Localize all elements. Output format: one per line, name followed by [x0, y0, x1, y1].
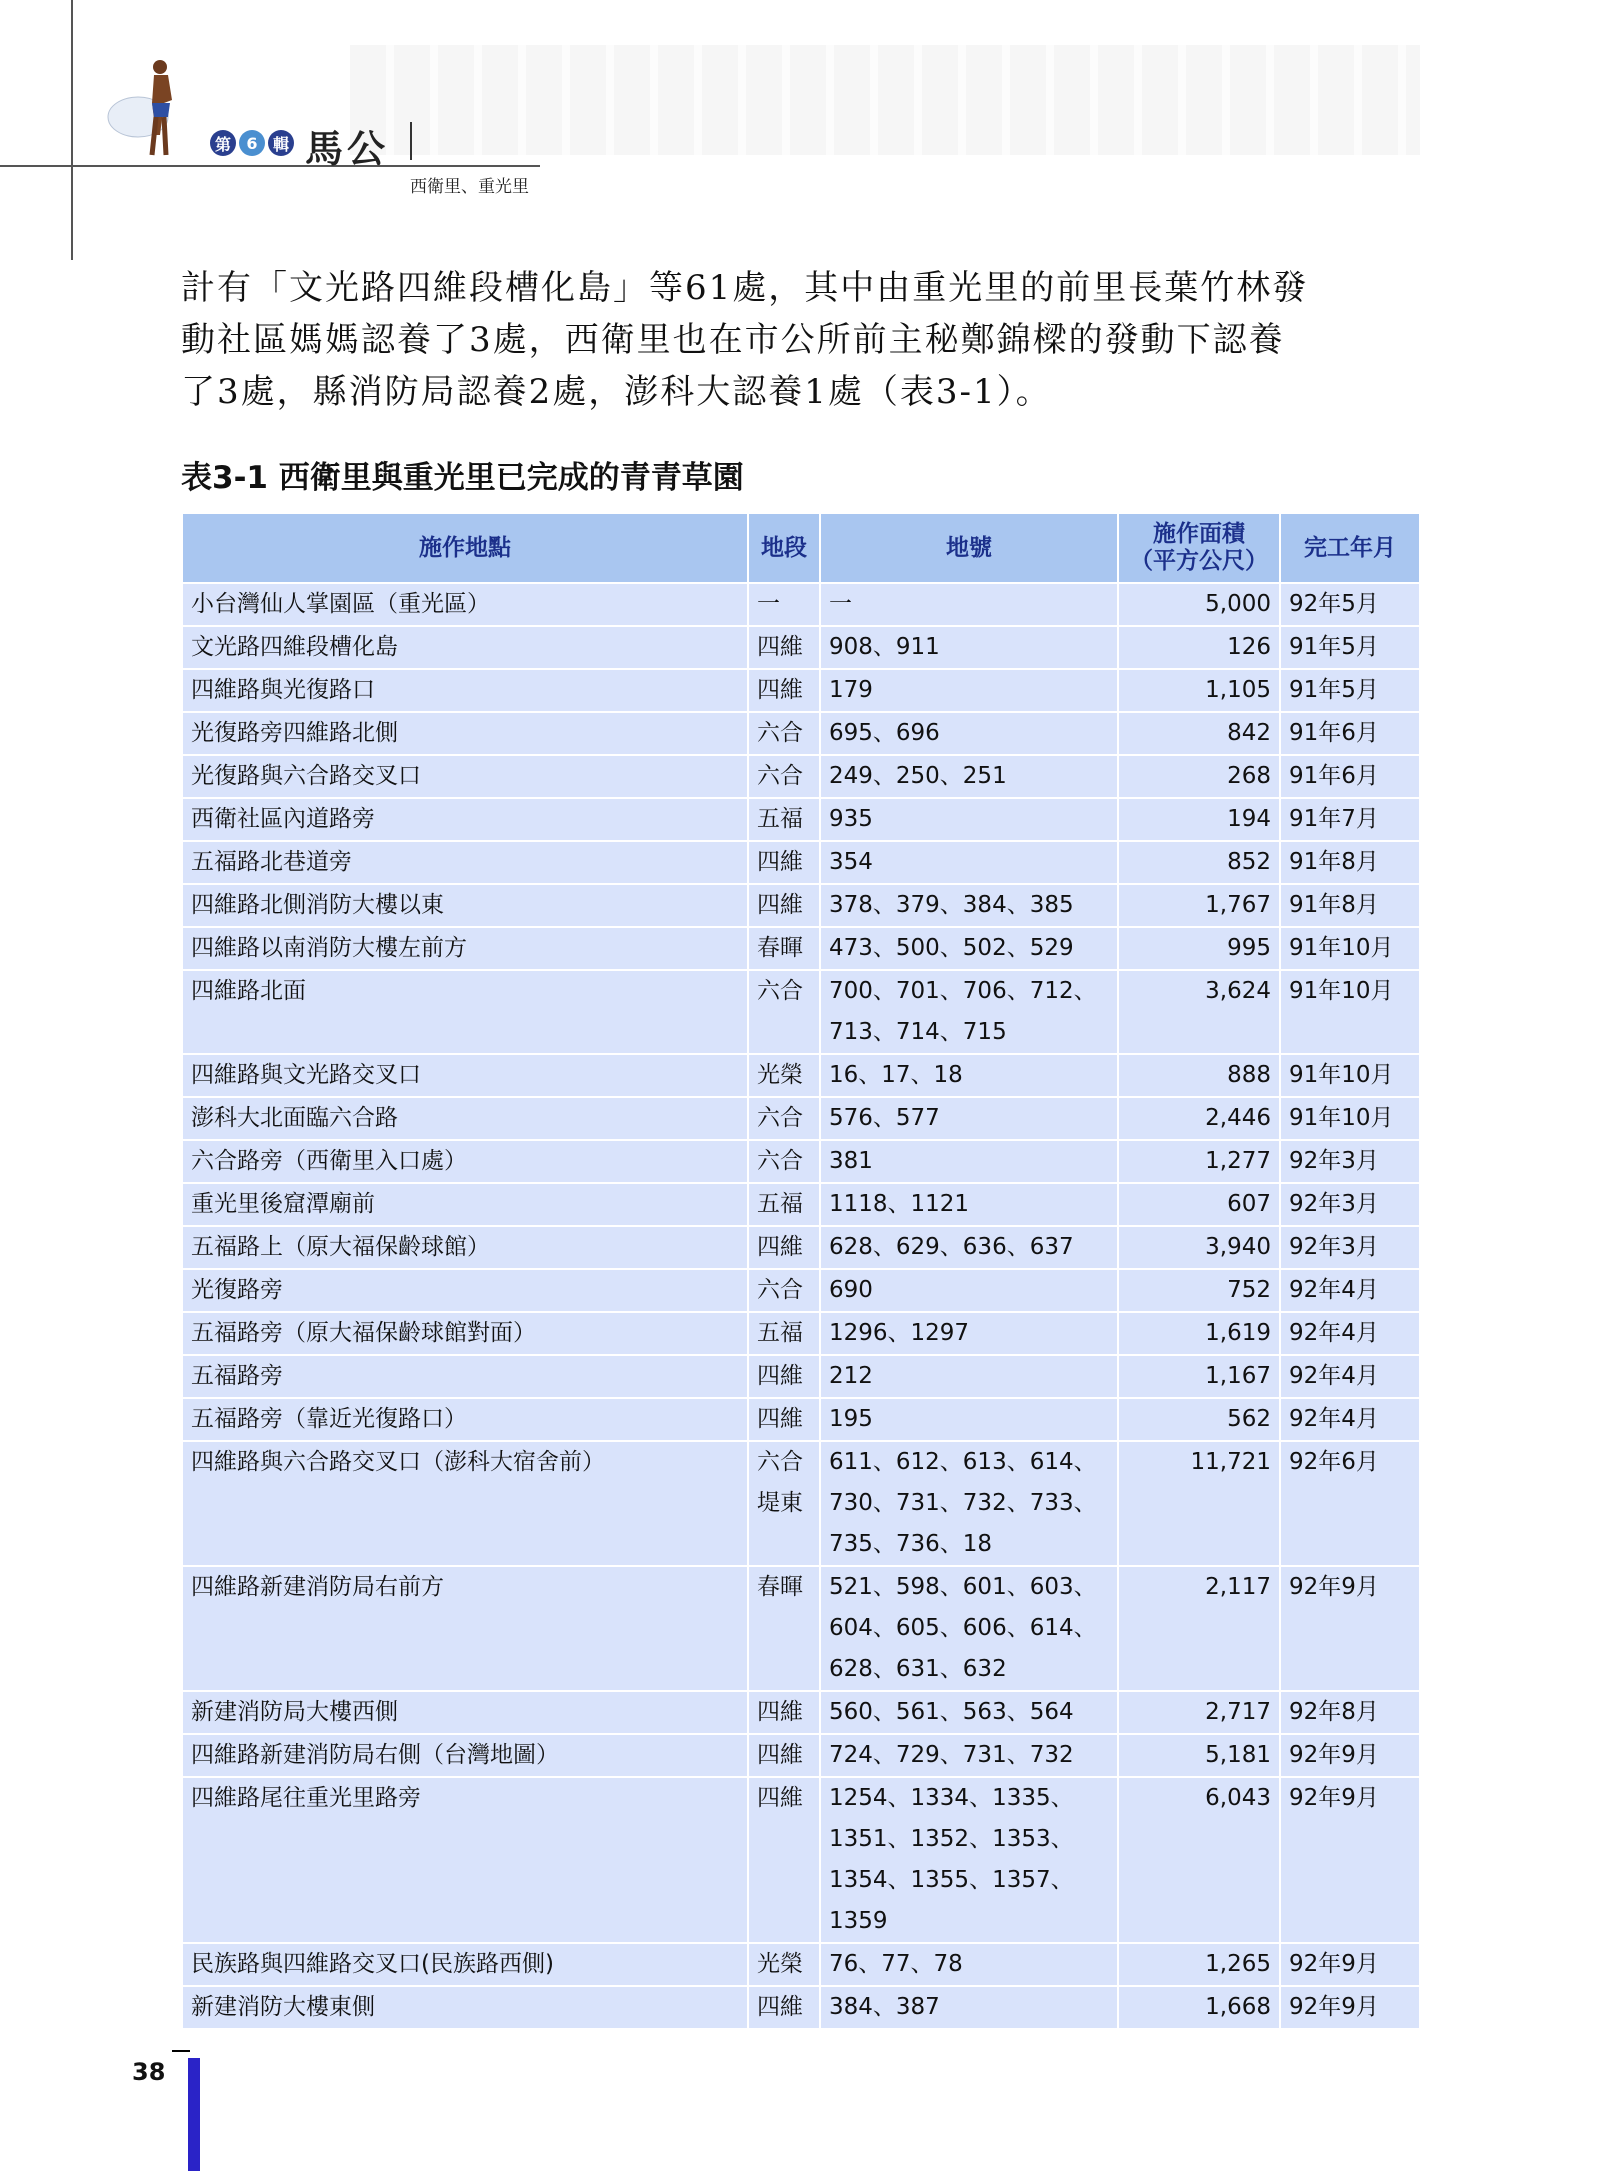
cell-area: 11,721 [1118, 1441, 1280, 1566]
cell-area: 2,717 [1118, 1691, 1280, 1734]
cell-date: 91年10月 [1280, 927, 1420, 970]
cell-area: 852 [1118, 841, 1280, 884]
cell-site: 四維路與六合路交叉口（澎科大宿舍前） [182, 1441, 748, 1566]
table-row [182, 1183, 1420, 1226]
table-row [182, 884, 1420, 927]
cell-lots: 560、561、563、564 [820, 1691, 1118, 1734]
cell-site: 新建消防局大樓西側 [182, 1691, 748, 1734]
cell-site: 光復路旁四維路北側 [182, 712, 748, 755]
cell-area: 6,043 [1118, 1777, 1280, 1943]
cell-lots: 908、911 [820, 626, 1118, 669]
fisherman-illustration [100, 55, 190, 165]
cell-lots: 695、696 [820, 712, 1118, 755]
cell-area: 1,105 [1118, 669, 1280, 712]
cell-site: 澎科大北面臨六合路 [182, 1097, 748, 1140]
cell-area: 1,619 [1118, 1312, 1280, 1355]
cell-date: 92年4月 [1280, 1355, 1420, 1398]
table-row [182, 1097, 1420, 1140]
cell-date: 92年9月 [1280, 1566, 1420, 1691]
cell-area: 268 [1118, 755, 1280, 798]
table-row [182, 970, 1420, 1054]
cell-lots: 384、387 [820, 1986, 1118, 2029]
cell-site: 四維路以南消防大樓左前方 [182, 927, 748, 970]
cell-area: 194 [1118, 798, 1280, 841]
table-header-row [182, 513, 1420, 583]
cell-lots: 195 [820, 1398, 1118, 1441]
cell-date: 92年4月 [1280, 1269, 1420, 1312]
cell-date: 92年9月 [1280, 1734, 1420, 1777]
page-number: 38 [132, 2058, 166, 2086]
cell-section: 六合 堤東 [748, 1441, 820, 1566]
cell-site: 四維路新建消防局右前方 [182, 1566, 748, 1691]
cell-section: 光榮 [748, 1054, 820, 1097]
header-date: 完工年月 [1280, 513, 1420, 583]
header-area: 施作面積 （平方公尺） [1118, 513, 1280, 583]
cell-section: 四維 [748, 1777, 820, 1943]
cell-section: 光榮 [748, 1943, 820, 1986]
cell-area: 562 [1118, 1398, 1280, 1441]
cell-site: 五福路北巷道旁 [182, 841, 748, 884]
table-row [182, 669, 1420, 712]
cell-area: 752 [1118, 1269, 1280, 1312]
cell-date: 91年5月 [1280, 669, 1420, 712]
cell-lots: 1118、1121 [820, 1183, 1118, 1226]
cell-section: 四維 [748, 841, 820, 884]
cell-date: 92年6月 [1280, 1441, 1420, 1566]
table-title: 表3-1 西衛里與重光里已完成的青青草園 [181, 460, 744, 496]
cell-site: 重光里後窟潭廟前 [182, 1183, 748, 1226]
cell-lots: 700、701、706、712、 713、714、715 [820, 970, 1118, 1054]
cell-area: 607 [1118, 1183, 1280, 1226]
cell-date: 92年9月 [1280, 1777, 1420, 1943]
cell-site: 五福路上（原大福保齡球館） [182, 1226, 748, 1269]
cell-date: 91年5月 [1280, 626, 1420, 669]
cell-section: 四維 [748, 626, 820, 669]
cell-site: 文光路四維段槽化島 [182, 626, 748, 669]
header-site: 施作地點 [182, 513, 748, 583]
cell-lots: 935 [820, 798, 1118, 841]
cell-lots: 724、729、731、732 [820, 1734, 1118, 1777]
cell-date: 92年9月 [1280, 1986, 1420, 2029]
margin-vertical-rule [71, 0, 73, 260]
chapter-badge [210, 130, 294, 156]
cell-area: 3,624 [1118, 970, 1280, 1054]
cell-lots: 628、629、636、637 [820, 1226, 1118, 1269]
table-row [182, 1441, 1420, 1566]
cell-lots: 473、500、502、529 [820, 927, 1118, 970]
cell-area: 2,446 [1118, 1097, 1280, 1140]
table-row [182, 1226, 1420, 1269]
cell-section: 六合 [748, 970, 820, 1054]
cell-lots: 378、379、384、385 [820, 884, 1118, 927]
cell-date: 91年6月 [1280, 712, 1420, 755]
table-row [182, 1777, 1420, 1943]
chapter-divider [410, 122, 412, 160]
cell-site: 西衛社區內道路旁 [182, 798, 748, 841]
cell-site: 光復路與六合路交叉口 [182, 755, 748, 798]
cell-section: 五福 [748, 1312, 820, 1355]
cell-section: 六合 [748, 1097, 820, 1140]
table-row [182, 1269, 1420, 1312]
cell-lots: 一 [820, 583, 1118, 626]
table-row [182, 1691, 1420, 1734]
paragraph-line: 動社區媽媽認養了3處，西衛里也在市公所前主秘鄭錦樑的發動下認養 [181, 320, 1285, 360]
cell-lots: 1254、1334、1335、 1351、1352、1353、 1354、1355、1357、 1359 [820, 1777, 1118, 1943]
cell-section: 六合 [748, 1140, 820, 1183]
cell-site: 民族路與四維路交叉口(民族路西側) [182, 1943, 748, 1986]
cell-area: 995 [1118, 927, 1280, 970]
cell-date: 92年3月 [1280, 1183, 1420, 1226]
paragraph-line: 了3處，縣消防局認養2處，澎科大認養1處（表3-1）。 [181, 372, 1052, 412]
cell-area: 3,940 [1118, 1226, 1280, 1269]
body-paragraph [181, 262, 1421, 418]
table-row [182, 841, 1420, 884]
table-row [182, 1943, 1420, 1986]
chapter-subtitle: 西衛里、重光里 [410, 177, 529, 197]
cell-date: 91年10月 [1280, 1097, 1420, 1140]
cell-lots: 521、598、601、603、 604、605、606、614、 628、631、632 [820, 1566, 1118, 1691]
chapter-name: 馬公 [305, 126, 390, 171]
table-row [182, 1566, 1420, 1691]
cell-date: 91年10月 [1280, 970, 1420, 1054]
cell-lots: 690 [820, 1269, 1118, 1312]
cell-area: 1,265 [1118, 1943, 1280, 1986]
cell-section: 六合 [748, 1269, 820, 1312]
cell-section: 春暉 [748, 927, 820, 970]
cell-site: 六合路旁（西衛里入口處） [182, 1140, 748, 1183]
cell-section: 五福 [748, 798, 820, 841]
cell-lots: 76、77、78 [820, 1943, 1118, 1986]
page-accent-bar [188, 2058, 200, 2171]
table-row [182, 755, 1420, 798]
paragraph-line: 計有「文光路四維段槽化島」等61處，其中由重光里的前里長葉竹林發 [181, 268, 1309, 308]
table-row [182, 927, 1420, 970]
cell-date: 92年4月 [1280, 1312, 1420, 1355]
cell-lots: 354 [820, 841, 1118, 884]
cell-area: 888 [1118, 1054, 1280, 1097]
table-row [182, 1312, 1420, 1355]
badge-prefix: 第 [210, 130, 236, 156]
cell-lots: 381 [820, 1140, 1118, 1183]
table-row [182, 798, 1420, 841]
table-row [182, 712, 1420, 755]
cell-site: 小台灣仙人掌園區（重光區） [182, 583, 748, 626]
cell-area: 2,117 [1118, 1566, 1280, 1691]
cell-lots: 1296、1297 [820, 1312, 1118, 1355]
header-horizontal-rule [0, 165, 540, 167]
cell-area: 126 [1118, 626, 1280, 669]
header-section: 地段 [748, 513, 820, 583]
cell-area: 842 [1118, 712, 1280, 755]
cell-site: 光復路旁 [182, 1269, 748, 1312]
cell-lots: 611、612、613、614、 730、731、732、733、 735、736、18 [820, 1441, 1118, 1566]
table-row [182, 1140, 1420, 1183]
cell-date: 91年7月 [1280, 798, 1420, 841]
table-row [182, 1398, 1420, 1441]
cell-date: 91年10月 [1280, 1054, 1420, 1097]
cell-site: 四維路北側消防大樓以東 [182, 884, 748, 927]
cell-date: 92年3月 [1280, 1140, 1420, 1183]
table-row [182, 583, 1420, 626]
cell-section: 四維 [748, 1226, 820, 1269]
cell-section: 一 [748, 583, 820, 626]
cell-area: 1,167 [1118, 1355, 1280, 1398]
cell-section: 四維 [748, 1734, 820, 1777]
table-row [182, 1986, 1420, 2029]
cell-date: 91年8月 [1280, 841, 1420, 884]
cell-site: 四維路與文光路交叉口 [182, 1054, 748, 1097]
table-row [182, 626, 1420, 669]
cell-area: 1,277 [1118, 1140, 1280, 1183]
badge-suffix: 輯 [268, 130, 294, 156]
cell-date: 92年5月 [1280, 583, 1420, 626]
table-row [182, 1355, 1420, 1398]
cell-section: 六合 [748, 712, 820, 755]
cell-area: 5,000 [1118, 583, 1280, 626]
cell-section: 六合 [748, 755, 820, 798]
cell-site: 四維路新建消防局右側（台灣地圖） [182, 1734, 748, 1777]
header-watermark-band [350, 45, 1420, 155]
cell-section: 四維 [748, 1986, 820, 2029]
cell-section: 春暉 [748, 1566, 820, 1691]
table-row [182, 1734, 1420, 1777]
cell-lots: 249、250、251 [820, 755, 1118, 798]
cell-section: 四維 [748, 1691, 820, 1734]
cell-lots: 16、17、18 [820, 1054, 1118, 1097]
cell-site: 新建消防大樓東側 [182, 1986, 748, 2029]
cell-date: 91年8月 [1280, 884, 1420, 927]
cell-area: 5,181 [1118, 1734, 1280, 1777]
cell-section: 四維 [748, 669, 820, 712]
cell-site: 四維路尾往重光里路旁 [182, 1777, 748, 1943]
cell-site: 四維路北面 [182, 970, 748, 1054]
header-lots: 地號 [820, 513, 1118, 583]
green-space-table [181, 512, 1421, 2030]
badge-number: 6 [239, 130, 265, 156]
cell-section: 四維 [748, 884, 820, 927]
cell-date: 91年6月 [1280, 755, 1420, 798]
cell-lots: 576、577 [820, 1097, 1118, 1140]
table-row [182, 1054, 1420, 1097]
cell-lots: 212 [820, 1355, 1118, 1398]
page-tick [172, 2050, 190, 2052]
cell-section: 四維 [748, 1398, 820, 1441]
cell-area: 1,668 [1118, 1986, 1280, 2029]
cell-date: 92年3月 [1280, 1226, 1420, 1269]
cell-site: 五福路旁（靠近光復路口） [182, 1398, 748, 1441]
cell-lots: 179 [820, 669, 1118, 712]
cell-date: 92年4月 [1280, 1398, 1420, 1441]
cell-area: 1,767 [1118, 884, 1280, 927]
cell-section: 五福 [748, 1183, 820, 1226]
cell-site: 五福路旁 [182, 1355, 748, 1398]
cell-date: 92年8月 [1280, 1691, 1420, 1734]
cell-date: 92年9月 [1280, 1943, 1420, 1986]
cell-site: 四維路與光復路口 [182, 669, 748, 712]
cell-site: 五福路旁（原大福保齡球館對面） [182, 1312, 748, 1355]
cell-section: 四維 [748, 1355, 820, 1398]
